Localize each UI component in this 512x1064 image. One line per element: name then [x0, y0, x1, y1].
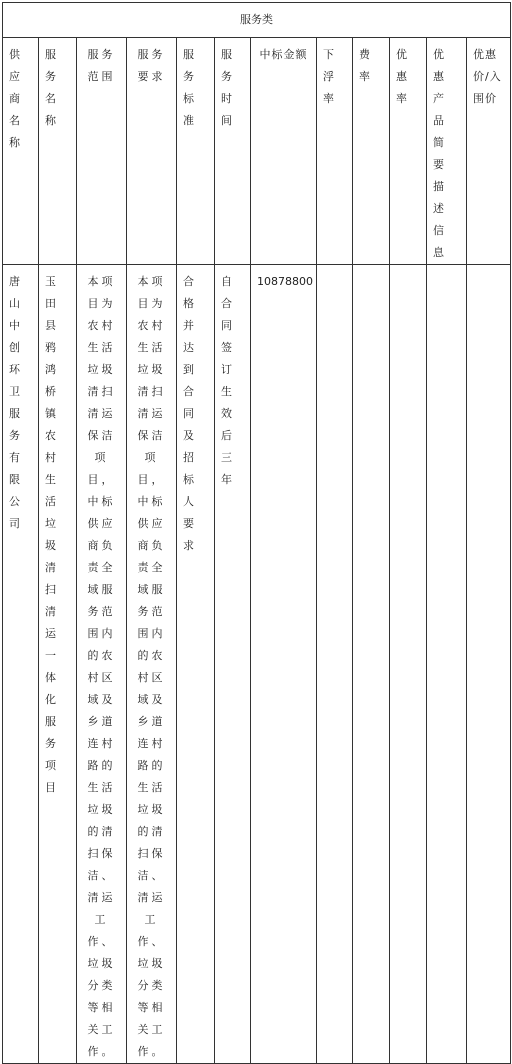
header-cell: 费率	[353, 38, 390, 265]
header-cell: 服务时间	[215, 38, 251, 265]
supplier-cell: 唐山中创环卫服务有限公司	[3, 265, 39, 1064]
discount-desc-cell	[427, 265, 467, 1064]
down-rate-cell	[317, 265, 353, 1064]
table-title: 服务类	[3, 3, 511, 38]
service-name-cell: 玉田县鸦鸿桥镇农村生活垃圾清扫清运一体化服务项目	[39, 265, 77, 1064]
requirements-cell: 本项目为农村生活垃圾清扫清运保洁项目，中标供应商负责全域服务范围内的农村区域及乡道连村路的生活垃圾的清扫保洁、清运工作、垃圾分类等相关工作。	[127, 265, 177, 1064]
header-cell: 优惠产品简要描述信息	[427, 38, 467, 265]
time-cell: 自合同签订生效后三年	[215, 265, 251, 1064]
service-table	[2, 2, 511, 1064]
header-cell: 优惠价/入围价	[467, 38, 511, 265]
discount-price-cell	[467, 265, 511, 1064]
header-cell: 供应商名称	[3, 38, 39, 265]
discount-rate-cell	[390, 265, 427, 1064]
header-cell: 服务标准	[177, 38, 215, 265]
standard-cell: 合格并达到合同及招标人要求	[177, 265, 215, 1064]
table-row	[3, 265, 511, 1064]
scope-cell: 本项目为农村生活垃圾清扫清运保洁项目，中标供应商负责全域服务范围内的农村区域及乡道连村路的生活垃圾的清扫保洁、清运工作、垃圾分类等相关工作。	[77, 265, 127, 1064]
amount-cell: 10878800	[251, 265, 317, 1064]
header-cell: 服务名称	[39, 38, 77, 265]
header-cell: 服务范围	[77, 38, 127, 265]
header-cell: 优惠率	[390, 38, 427, 265]
header-cell: 下浮率	[317, 38, 353, 265]
header-cell: 中标金额	[251, 38, 317, 265]
header-cell: 服务要求	[127, 38, 177, 265]
fee-rate-cell	[353, 265, 390, 1064]
header-row	[3, 38, 511, 265]
